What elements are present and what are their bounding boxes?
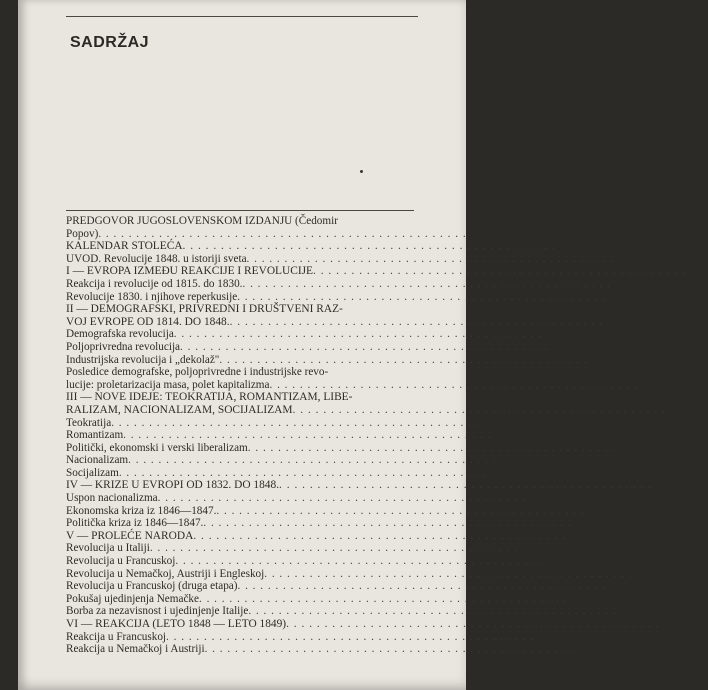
toc-entry-page: 41 bbox=[696, 265, 708, 278]
toc-entry-page: 190 bbox=[578, 643, 595, 656]
toc-entry-title: Demografska revolucija bbox=[66, 328, 174, 341]
toc-entry bbox=[66, 366, 660, 391]
toc-entry-title: Borba za nezavisnost i ujedinjenje Italije bbox=[66, 605, 249, 618]
toc-entry-title: III — NOVE IDEJE: TEOKRATIJA, ROMANTIZAM, LIBE- bbox=[66, 391, 353, 404]
toc-leader-dots bbox=[242, 278, 610, 291]
toc-leader-dots bbox=[180, 341, 548, 354]
toc-leader-dots bbox=[175, 555, 543, 568]
toc-entry bbox=[66, 580, 628, 593]
toc-leader-dots bbox=[193, 530, 566, 543]
toc-entry-title-cont: Popov) bbox=[66, 227, 99, 240]
toc-entry-title: UVOD. Revolucije 1848. u istoriji sveta bbox=[66, 252, 247, 265]
toc-leader-dots bbox=[293, 404, 666, 417]
toc-entry-page: 108 bbox=[670, 403, 688, 416]
toc-entry bbox=[66, 240, 578, 253]
toc-entry-page: 45 bbox=[621, 277, 633, 290]
toc-entry-title-cont: RALIZAM, NACIONALIZAM, SOCIJALIZAM bbox=[66, 403, 293, 416]
toc-entry-title: Romantizam bbox=[66, 429, 124, 442]
toc-leader-dots bbox=[237, 291, 605, 304]
toc-entry-title: Ekonomska kriza iz 1846—1847. bbox=[66, 504, 217, 517]
toc-entry-title: Revolucija u Italiji bbox=[66, 542, 150, 555]
toc-entry-title: Revolucija u Francuskoj (druga etapa) bbox=[66, 580, 238, 593]
toc-entry bbox=[66, 492, 548, 505]
toc-entry-page: 7 bbox=[483, 227, 489, 240]
toc-entry-page: 97 bbox=[648, 378, 660, 391]
toc-entry bbox=[66, 555, 566, 568]
toc-entry-page: 119 bbox=[502, 454, 519, 467]
toc-entry bbox=[66, 277, 633, 291]
toc-entry-page: 184 bbox=[664, 618, 682, 630]
toc-entry-title: VI — REAKCIJA (LETO 1848 — LETO 1849) bbox=[66, 618, 287, 630]
toc-entry-title: Reakcija u Francuskoj bbox=[66, 630, 167, 643]
toc-entry bbox=[66, 517, 594, 530]
toc-entry-title: Poljoprivredna revolucija bbox=[66, 340, 181, 353]
toc-entry-page: 130 bbox=[531, 492, 548, 505]
toc-leader-dots bbox=[158, 492, 526, 505]
toc-leader-dots bbox=[111, 417, 479, 430]
toc-leader-dots bbox=[237, 580, 605, 593]
toc-entry-page: 139 bbox=[589, 504, 607, 517]
toc-entry-title: Uspon nacionalizma bbox=[66, 492, 158, 505]
toc-entry bbox=[66, 303, 625, 328]
toc-entry bbox=[66, 618, 682, 631]
toc-entry bbox=[66, 416, 502, 430]
toc-divider bbox=[66, 210, 414, 211]
toc-entry-page: 58 bbox=[616, 290, 628, 303]
toc-entry-page: 83 bbox=[598, 353, 610, 366]
toc-entry bbox=[66, 643, 595, 656]
toc-entry bbox=[66, 542, 541, 555]
toc-leader-dots bbox=[203, 517, 571, 530]
toc-entry-title: IV — KRIZE U EVROPI OD 1832. DO 1848. bbox=[66, 479, 280, 492]
toc-entry-page: 74 bbox=[552, 328, 565, 341]
toc-entry-page: 154 bbox=[523, 542, 541, 555]
toc-leader-dots bbox=[205, 643, 573, 656]
toc-leader-dots bbox=[286, 618, 659, 631]
toc-entry bbox=[66, 592, 590, 606]
toc-entry-page: 74 bbox=[613, 315, 625, 328]
toc-entry bbox=[66, 252, 637, 266]
toc-entry-title: Revolucija u Nemačkoj, Austriji i Engleskoj bbox=[66, 567, 265, 580]
toc-leader-dots bbox=[183, 240, 556, 253]
toc-leader-dots bbox=[279, 479, 652, 492]
toc-entry-page: 123 bbox=[492, 466, 510, 479]
toc-entry bbox=[66, 215, 489, 240]
toc-leader-dots bbox=[123, 429, 491, 442]
toc-leader-dots bbox=[313, 265, 686, 278]
toc-entry bbox=[66, 479, 675, 492]
toc-leader-dots bbox=[128, 454, 496, 467]
toc-entry bbox=[66, 429, 514, 442]
toc-entry-title: Reakcija i revolucije od 1815. do 1830. bbox=[66, 277, 243, 290]
toc-entry-title: PREDGOVOR JUGOSLOVENSKOM IZDANJU (Čedomir bbox=[66, 215, 338, 227]
toc-leader-dots bbox=[150, 542, 518, 555]
toc-leader-dots bbox=[216, 505, 584, 518]
toc-entry bbox=[66, 328, 565, 341]
page-title: SADRŽAJ bbox=[70, 34, 150, 51]
toc-leader-dots bbox=[219, 354, 587, 367]
toc-entry-page: 170 bbox=[572, 592, 590, 605]
toc-leader-dots bbox=[269, 379, 637, 392]
toc-entry-title: Nacionalizam bbox=[66, 454, 129, 467]
toc-leader-dots bbox=[248, 605, 616, 618]
toc-entry-title: I — EVROPA IZMEĐU REAKCIJE I REVOLUCIJE bbox=[66, 265, 314, 278]
toc-entry bbox=[66, 391, 688, 416]
toc-entry-title: Pokušaj ujedinjenja Nemačke bbox=[66, 592, 199, 605]
toc-entry-page: 159 bbox=[637, 567, 655, 580]
toc-entry-page: 153 bbox=[571, 529, 589, 542]
toc-entry-page: 185 bbox=[539, 630, 557, 643]
toc-entry bbox=[66, 630, 557, 644]
toc-entry-title-cont: VOJ EVROPE OD 1814. DO 1848. bbox=[66, 315, 230, 328]
toc-entry-title: Posledice demografske, poljoprivredne i industrijske revo- bbox=[66, 366, 329, 379]
toc-entry-page: 77 bbox=[559, 340, 571, 353]
table-of-contents bbox=[66, 215, 708, 656]
toc-entry-title-cont: lucije: proletarizacija masa, polet kapitalizma bbox=[66, 378, 270, 391]
toc-entry-title: Industrijska revolucija i „dekolaž" bbox=[66, 353, 220, 366]
toc-entry-title: II — DEMOGRAFSKI, PRIVREDNI I DRUŠTVENI RAZ- bbox=[66, 303, 343, 316]
toc-entry-page: 19 bbox=[566, 240, 578, 253]
toc-entry bbox=[66, 567, 655, 581]
toc-entry-page: 39 bbox=[625, 252, 637, 265]
toc-entry-page: 110 bbox=[497, 429, 514, 442]
toc-entry-title: Teokratija bbox=[66, 416, 112, 429]
toc-entry bbox=[66, 454, 519, 467]
top-divider bbox=[66, 16, 418, 17]
toc-entry-page: 174 bbox=[621, 605, 639, 618]
toc-entry bbox=[66, 265, 708, 278]
toc-entry bbox=[66, 353, 610, 367]
toc-leader-dots bbox=[264, 568, 632, 581]
toc-entry-page: 145 bbox=[576, 517, 594, 530]
toc-entry bbox=[66, 340, 571, 354]
toc-entry-title: KALENDAR STOLEĆA bbox=[66, 240, 183, 253]
toc-leader-dots bbox=[230, 316, 603, 329]
toc-leader-dots bbox=[174, 328, 542, 341]
toc-entry bbox=[66, 466, 510, 480]
toc-leader-dots bbox=[199, 593, 567, 606]
toc-leader-dots bbox=[98, 228, 466, 241]
toc-entry-title: Reakcija u Nemačkoj i Austriji bbox=[66, 643, 205, 656]
toc-leader-dots bbox=[166, 631, 534, 644]
toc-entry-title: Revolucije 1830. i njihove reperkusije bbox=[66, 290, 238, 303]
toc-entry-page: 156 bbox=[548, 555, 566, 568]
toc-entry bbox=[66, 529, 589, 543]
book-page bbox=[18, 0, 708, 690]
toc-leader-dots bbox=[247, 253, 615, 266]
toc-leader-dots bbox=[119, 467, 487, 480]
print-speck bbox=[360, 170, 363, 173]
toc-entry bbox=[66, 290, 628, 304]
toc-entry-title: Politički, ekonomski i verski liberalizam bbox=[66, 441, 248, 454]
toc-entry-title: V — PROLEĆE NARODA bbox=[66, 529, 194, 542]
toc-entry-title: Socijalizam bbox=[66, 466, 119, 479]
toc-entry-title: Revolucija u Francuskoj bbox=[66, 555, 176, 568]
toc-entry-page: 130 bbox=[657, 479, 675, 492]
toc-entry-page: 162 bbox=[611, 580, 628, 593]
toc-entry bbox=[66, 441, 639, 455]
toc-entry-page: 109 bbox=[484, 416, 502, 429]
toc-entry-page: 113 bbox=[621, 441, 639, 454]
toc-entry bbox=[66, 605, 639, 618]
toc-entry-title: Politička kriza iz 1846—1847. bbox=[66, 517, 204, 530]
toc-entry bbox=[66, 504, 607, 518]
toc-leader-dots bbox=[248, 442, 616, 455]
